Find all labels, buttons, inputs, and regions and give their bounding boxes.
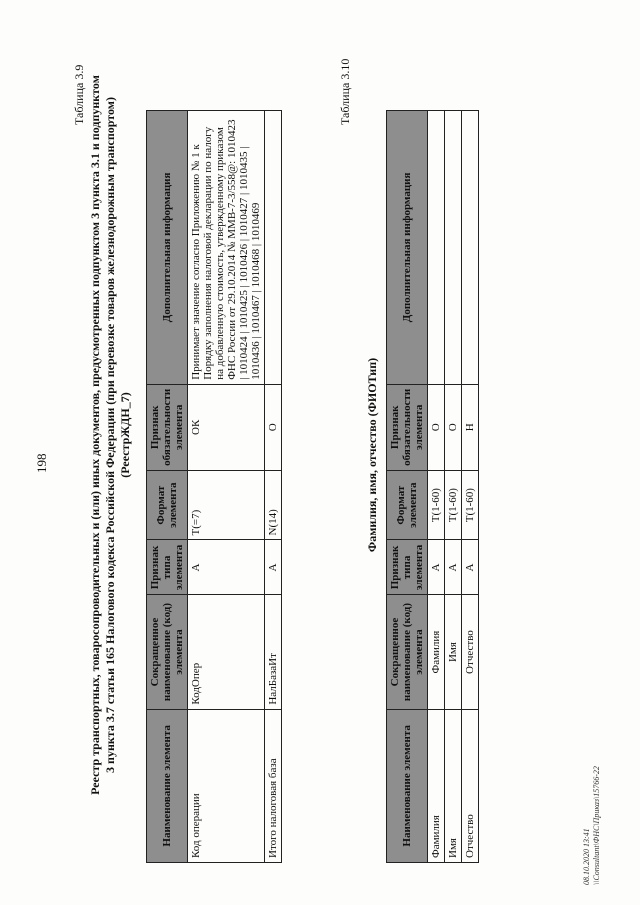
element-required: О bbox=[265, 384, 282, 470]
register-table bbox=[146, 110, 282, 863]
element-info bbox=[462, 111, 479, 385]
element-info: Принимает значение согласно Приложению № 1 к Порядку заполнения налоговой декларации по налогу на добавленную стоимость, утвержденному приказом ФНС России от 29.10.2014 № ММВ-7-3/558@: 1010423 | 1010424 | 1010425 | 1010426 | 1010427 | 1010435 | 1010436 | 1010467 | 1010468 | 1010469 bbox=[188, 111, 265, 385]
table-title: Фамилия, имя, отчество (ФИОТип) bbox=[365, 357, 379, 553]
header-cell: Дополнительная информация bbox=[387, 111, 428, 385]
element-format: N(14) bbox=[265, 470, 282, 540]
element-code: Отчество bbox=[462, 595, 479, 709]
element-code: Фамилия bbox=[428, 595, 445, 709]
table-header-row bbox=[147, 111, 188, 863]
element-info bbox=[265, 111, 282, 385]
header-cell: Наименование элемента bbox=[147, 709, 188, 862]
element-required: О bbox=[428, 384, 445, 470]
element-type: А bbox=[462, 540, 479, 595]
element-info bbox=[445, 111, 462, 385]
table-row bbox=[428, 111, 445, 863]
table-row bbox=[445, 111, 462, 863]
table-title: Реестр транспортных, товаросопроводительных и (или) иных документов, предусмотренных подпунктом 3 пункта 3.1 и подпунктом 3 пункта 3.7 статьи 165 Налогового кодекса Российской Федерации (при перевозке товаров железнодорожным транспортом) (РеестрЖДН_7) bbox=[88, 75, 132, 795]
element-required: О bbox=[445, 384, 462, 470]
element-type: А bbox=[265, 540, 282, 595]
table-caption: Таблица 3.9 bbox=[72, 64, 86, 125]
header-cell: Признак типа элемента bbox=[147, 540, 188, 595]
element-name: Код операции bbox=[188, 709, 265, 862]
print-stamp bbox=[582, 766, 602, 885]
element-code: КодОпер bbox=[188, 595, 265, 709]
element-name: Итого налоговая база bbox=[265, 709, 282, 862]
table-row bbox=[188, 111, 265, 863]
print-timestamp: 08.10.2020 13:41 bbox=[582, 828, 591, 885]
header-cell: Сокращенное наименование (код) элемента bbox=[387, 595, 428, 709]
element-format: T(=7) bbox=[188, 470, 265, 540]
table-header-row bbox=[387, 111, 428, 863]
element-type: А bbox=[428, 540, 445, 595]
table-row bbox=[462, 111, 479, 863]
table-row bbox=[265, 111, 282, 863]
fio-table bbox=[386, 110, 479, 863]
element-name: Фамилия bbox=[428, 709, 445, 862]
header-cell: Сокращенное наименование (код) элемента bbox=[147, 595, 188, 709]
header-cell: Дополнительная информация bbox=[147, 111, 188, 385]
element-format: T(1-60) bbox=[428, 470, 445, 540]
table-caption: Таблица 3.10 bbox=[338, 58, 352, 125]
element-format: T(1-60) bbox=[462, 470, 479, 540]
header-cell: Формат элемента bbox=[387, 470, 428, 540]
element-format: T(1-60) bbox=[445, 470, 462, 540]
element-type: А bbox=[445, 540, 462, 595]
element-required: ОК bbox=[188, 384, 265, 470]
element-name: Имя bbox=[445, 709, 462, 862]
page-number: 198 bbox=[34, 453, 49, 473]
header-cell: Признак обязательности элемента bbox=[387, 384, 428, 470]
element-required: Н bbox=[462, 384, 479, 470]
element-info bbox=[428, 111, 445, 385]
header-cell: Формат элемента bbox=[147, 470, 188, 540]
element-type: А bbox=[188, 540, 265, 595]
element-code: Имя bbox=[445, 595, 462, 709]
header-cell: Признак типа элемента bbox=[387, 540, 428, 595]
print-path: \\Consultant\ФНС\Приказ\15766-22 bbox=[592, 766, 601, 885]
header-cell: Наименование элемента bbox=[387, 709, 428, 862]
header-cell: Признак обязательности элемента bbox=[147, 384, 188, 470]
element-code: НалБазаИт bbox=[265, 595, 282, 709]
element-name: Отчество bbox=[462, 709, 479, 862]
